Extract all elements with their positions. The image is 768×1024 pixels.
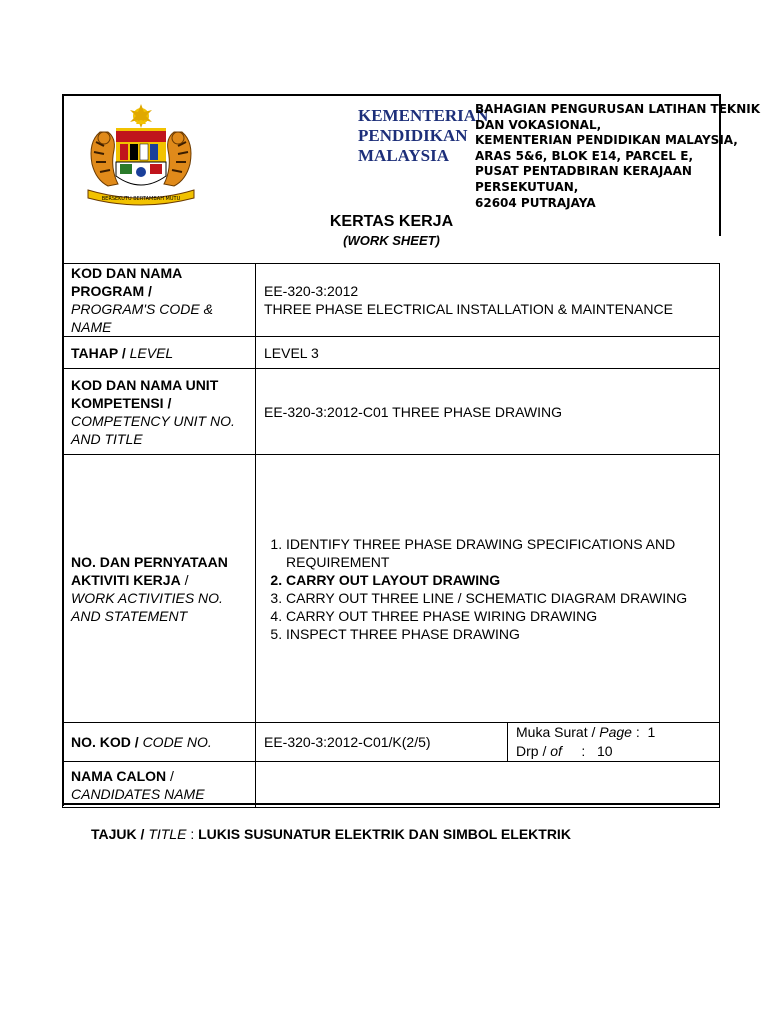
page-total: 10 bbox=[596, 743, 613, 759]
page-separator: : bbox=[635, 724, 640, 740]
activities-row bbox=[63, 455, 720, 723]
program-name: THREE PHASE ELECTRICAL INSTALLATION & MAINTENANCE bbox=[264, 301, 673, 317]
unit-label: KOD DAN NAMA UNIT KOMPETENSI / bbox=[71, 376, 219, 411]
candidate-label-slash: / bbox=[170, 767, 174, 784]
code-label: NO. KOD / bbox=[71, 734, 139, 750]
table-bottom-rule bbox=[62, 803, 720, 805]
level-row bbox=[63, 337, 720, 369]
unit-label-english: COMPETENCY UNIT NO. AND TITLE bbox=[71, 412, 235, 447]
candidate-name-field[interactable] bbox=[256, 762, 720, 808]
level-label-english: LEVEL bbox=[129, 344, 174, 361]
page-number: 1 bbox=[647, 724, 656, 740]
unit-row bbox=[63, 369, 720, 455]
page-total-line bbox=[516, 742, 711, 761]
unit-value: EE-320-3:2012-C01 THREE PHASE DRAWING bbox=[256, 369, 720, 455]
activities-label: NO. DAN PERNYATAAN AKTIVITI KERJA bbox=[71, 553, 228, 588]
header bbox=[64, 96, 761, 264]
ministry-line-2: PENDIDIKAN bbox=[358, 126, 468, 145]
page-number-line bbox=[516, 723, 711, 742]
level-label: TAHAP / bbox=[71, 344, 126, 361]
page-label-english: Page bbox=[599, 724, 632, 740]
of-label-english: of bbox=[550, 743, 562, 759]
program-value-cell bbox=[256, 264, 720, 337]
address-line: PERSEKUTUAN, bbox=[475, 179, 579, 194]
topic-label-english: TITLE bbox=[148, 826, 187, 842]
program-label: KOD DAN NAMA PROGRAM / bbox=[71, 265, 182, 299]
worksheet-title: KERTAS KERJA bbox=[329, 213, 454, 230]
activity-item: 1. IDENTIFY THREE PHASE DRAWING SPECIFICATIONS AND REQUIREMENT bbox=[286, 535, 711, 571]
activities-list-cell bbox=[256, 455, 720, 723]
code-value: EE-320-3:2012-C01/K(2/5) bbox=[264, 734, 431, 750]
program-code: EE-320-3:2012 bbox=[264, 283, 359, 299]
code-subtable bbox=[256, 723, 719, 761]
level-label-cell bbox=[63, 337, 256, 369]
candidate-row bbox=[63, 762, 720, 808]
candidate-label-english: CANDIDATES NAME bbox=[71, 785, 205, 802]
activities-label-cell bbox=[63, 455, 256, 723]
ministry-line-1: KEMENTERIAN bbox=[358, 106, 489, 125]
crest-ribbon-text: BERSEKUTU BERTAMBAH MUTU bbox=[101, 196, 181, 202]
code-row bbox=[63, 723, 720, 762]
worksheet-info-table bbox=[62, 263, 720, 808]
ministry-address bbox=[475, 102, 760, 211]
address-line: PUSAT PENTADBIRAN KERAJAAN bbox=[475, 164, 692, 179]
candidate-label: NAMA CALON bbox=[71, 767, 167, 784]
topic-separator: : bbox=[190, 826, 195, 842]
address-line: ARAS 5&6, BLOK E14, PARCEL E, bbox=[475, 148, 694, 163]
page-label: Muka Surat / bbox=[516, 724, 596, 740]
ministry-line-3: MALAYSIA bbox=[358, 146, 450, 165]
of-label: Drp / bbox=[516, 743, 547, 759]
activities-label-english: WORK ACTIVITIES NO. AND STATEMENT bbox=[71, 589, 223, 624]
ministry-name bbox=[358, 106, 488, 166]
program-label-english: PROGRAM'S CODE & NAME bbox=[71, 301, 213, 335]
activity-item-current: 2. CARRY OUT LAYOUT DRAWING bbox=[286, 571, 711, 589]
address-line: 62604 PUTRAJAYA bbox=[475, 195, 596, 210]
activities-label-slash: / bbox=[184, 571, 189, 588]
address-line: BAHAGIAN PENGURUSAN LATIHAN TEKNIK bbox=[475, 102, 761, 116]
code-value-cell bbox=[256, 723, 720, 762]
program-label-cell bbox=[63, 264, 256, 337]
topic-title: LUKIS SUSUNATUR ELEKTRIK DAN SIMBOL ELEKTRIK bbox=[198, 826, 571, 842]
candidate-label-cell bbox=[63, 762, 256, 808]
malaysia-coat-of-arms-icon bbox=[78, 102, 204, 210]
program-row bbox=[63, 264, 720, 337]
activity-item: 3. CARRY OUT THREE LINE / SCHEMATIC DIAGRAM DRAWING bbox=[286, 589, 711, 607]
activity-item: 4. CARRY OUT THREE PHASE WIRING DRAWING bbox=[286, 607, 711, 625]
address-line: DAN VOKASIONAL, bbox=[475, 117, 602, 132]
worksheet-topic bbox=[91, 826, 571, 842]
page-info-cell bbox=[508, 723, 720, 761]
of-separator: : bbox=[581, 743, 586, 759]
level-value: LEVEL 3 bbox=[256, 337, 720, 369]
code-label-cell bbox=[63, 723, 256, 762]
topic-label: TAJUK / bbox=[91, 826, 145, 842]
activities-list bbox=[264, 535, 711, 643]
activity-item: 5. INSPECT THREE PHASE DRAWING bbox=[286, 625, 711, 643]
worksheet-subtitle: (WORK SHEET) bbox=[343, 233, 440, 248]
code-label-english: CODE NO. bbox=[142, 734, 212, 750]
address-line: KEMENTERIAN PENDIDIKAN MALAYSIA, bbox=[475, 133, 738, 148]
unit-label-cell bbox=[63, 369, 256, 455]
